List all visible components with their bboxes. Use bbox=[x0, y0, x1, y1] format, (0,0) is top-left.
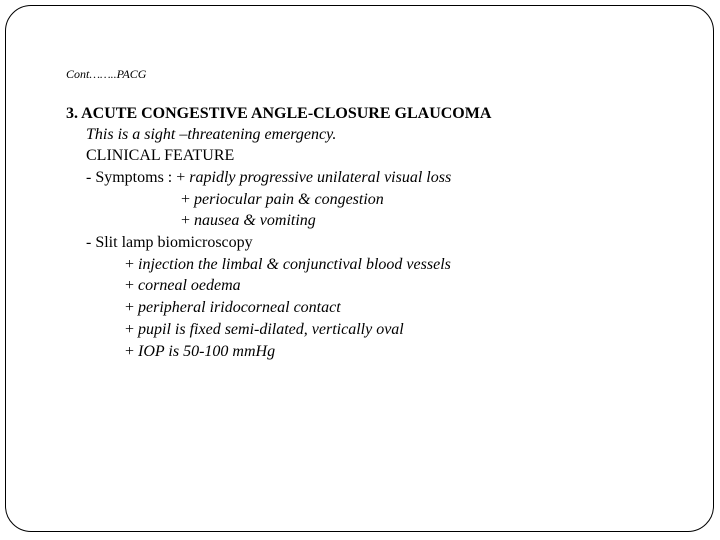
plus-bullet-icon: + bbox=[125, 321, 135, 338]
slit-lamp-row bbox=[125, 320, 404, 340]
plus-bullet-icon: + bbox=[125, 299, 135, 316]
symptom-item: nausea & vomiting bbox=[194, 212, 316, 229]
intro-text: This is a sight –threatening emergency. bbox=[86, 126, 337, 143]
symptoms-row bbox=[181, 190, 384, 210]
slit-lamp-item: peripheral iridocorneal contact bbox=[138, 299, 341, 316]
plus-bullet-icon: + bbox=[125, 277, 135, 294]
plus-bullet-icon: + bbox=[125, 343, 135, 360]
plus-bullet-icon: + bbox=[181, 212, 191, 229]
slit-lamp-item: pupil is fixed semi-dilated, vertically oval bbox=[138, 321, 404, 338]
slit-lamp-item: IOP is 50-100 mmHg bbox=[138, 343, 276, 360]
slit-lamp-row bbox=[125, 255, 451, 275]
symptom-item: periocular pain & congestion bbox=[194, 191, 384, 208]
symptom-item: rapidly progressive unilateral visual loss bbox=[189, 169, 452, 186]
plus-bullet-icon: + bbox=[181, 191, 191, 208]
slit-lamp-row bbox=[125, 342, 275, 362]
symptoms-label: - Symptoms : bbox=[86, 169, 177, 186]
symptoms-row bbox=[86, 168, 451, 188]
slit-lamp-item: corneal oedema bbox=[138, 277, 241, 294]
slide-header: Cont……..PACG bbox=[66, 67, 147, 81]
symptoms-row bbox=[181, 211, 316, 231]
slit-lamp-row bbox=[125, 298, 341, 318]
plus-bullet-icon: + bbox=[125, 256, 135, 273]
slit-lamp-row bbox=[125, 276, 241, 296]
slit-lamp-label: - Slit lamp biomicroscopy bbox=[86, 234, 253, 251]
clinical-feature-heading: CLINICAL FEATURE bbox=[86, 147, 235, 164]
slit-lamp-item: injection the limbal & conjunctival blood vessels bbox=[138, 256, 451, 273]
plus-bullet-icon: + bbox=[176, 169, 186, 186]
section-heading: 3. ACUTE CONGESTIVE ANGLE-CLOSURE GLAUCOMA bbox=[66, 105, 492, 122]
